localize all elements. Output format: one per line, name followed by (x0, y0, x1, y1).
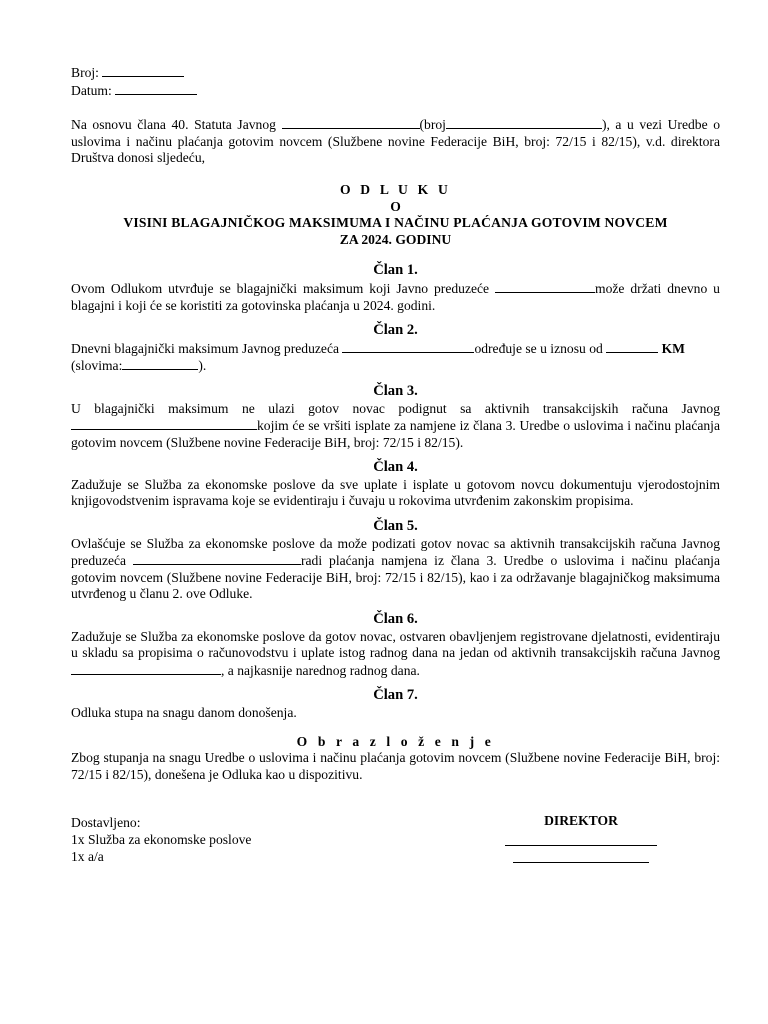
clan6-heading: Član 6. (373, 611, 418, 628)
title-odluku: O D L U K U (339, 181, 452, 197)
clan4-paragraph: Zadužuje se Služba za ekonomske poslove da sve uplate i isplate u gotovom novcu dokumentuju vjerodostojnim knjigovodstvenim ispravama koje se evidentiraju i čuvaju u rokovima utvrđenim zakonskim propisima. (71, 476, 720, 509)
clan1-blank (495, 280, 595, 293)
title-o: O (390, 198, 401, 214)
clan2-text-2: određuje se u iznosu od (474, 340, 603, 356)
obrazlozenje-heading: O b r a z l o ž e n j e (296, 733, 495, 749)
clan6-paragraph (71, 629, 720, 680)
clan2-heading: Član 2. (373, 322, 418, 339)
broj-line (71, 64, 720, 82)
clan5-heading: Član 5. (373, 518, 418, 535)
intro-text-3: ), a u vezi Uredbe o uslovima i načinu plaćanja gotovim novcem (Službene novine Federacije BiH, broj: 72/15 i 82/15), v.d. direktora Društva donosi sljedeću, (71, 117, 720, 166)
title-main: VISINI BLAGAJNIČKOG MAKSIMUMA I NAČINU PLAĆANJA GOTOVIM NOVCEM (123, 215, 668, 231)
clan2-paragraph (71, 340, 720, 375)
intro-blank-1 (282, 116, 420, 129)
intro-text-1: Na osnovu člana 40. Statuta Javnog (71, 117, 276, 133)
document-content (71, 64, 720, 875)
clan6-blank (71, 662, 221, 675)
datum-label: Datum: (71, 82, 112, 98)
clan2-text-1: Dnevni blagajnički maksimum Javnog preduzeća (71, 340, 340, 356)
title-year: ZA 2024. GODINU (339, 231, 452, 247)
intro-blank-2 (446, 116, 602, 129)
clan1-text-2: može držati dnevno u blagajni i koji će se koristiti za gotovinska plaćanja u 2024. godini. (71, 280, 720, 313)
clan1-heading: Član 1. (373, 262, 418, 279)
datum-blank (115, 82, 197, 95)
distribution-list (71, 815, 251, 865)
signature-line-1 (505, 830, 657, 846)
clan2-blank-1 (342, 340, 474, 353)
obrazlozenje-paragraph: Zbog stupanja na snagu Uredbe o uslovima i načinu plaćanja gotovim novcem (Službene novine Federacije BiH, broj: 72/15 i 82/15), donešena je Odluka kao u dispozitivu. (71, 750, 720, 782)
clan2-text-4: ). (198, 358, 207, 374)
clan5-paragraph (71, 536, 720, 603)
clan2-blank-2 (606, 340, 658, 353)
signature-block (501, 813, 661, 863)
datum-line (71, 82, 720, 100)
clan3-paragraph (71, 401, 720, 452)
clan1-text-1: Ovom Odlukom utvrđuje se blagajnički maksimum koji Javno preduzeće (71, 280, 490, 296)
clan6-text-1: Zadužuje se Služba za ekonomske poslove da gotov novac, ostvaren obavljenjem registrovane djelatnosti, evidentiraju u skladu sa propisima o računovodstvu i uplate istog radnog dana na jedan od aktivnih transakcijskih računa Javnog (71, 628, 720, 661)
clan2-text-3: (slovima: (71, 358, 123, 374)
dostavljeno-label: Dostavljeno: (71, 815, 141, 831)
intro-text-2: (broj (419, 117, 446, 133)
broj-blank (102, 64, 184, 77)
footer-block (71, 815, 720, 875)
distribution-item-2: 1x a/a (71, 848, 104, 864)
broj-label: Broj: (71, 65, 99, 80)
clan5-text-2: radi plaćanja namjena iz člana 3. Uredbe o uslovima i načinu plaćanja gotovim novcem (Službene novine Federacije BiH, broj: 72/15 i 82/15), kao i za održavanje blagajničkog maksimuma utvrđenog u članu 2. ove Odluke. (71, 553, 720, 602)
clan2-blank-3 (122, 357, 198, 370)
header-block (71, 64, 720, 99)
clan3-blank (71, 417, 257, 430)
clan5-text-1: Ovlašćuje se Služba za ekonomske poslove da može podizati gotov novac sa aktivnih transakcijskih računa Javnog preduzeća (71, 535, 720, 569)
clan5-blank (133, 552, 301, 565)
clan4-heading: Član 4. (373, 459, 418, 476)
signature-line-2 (513, 846, 649, 863)
clan2-km: KM (661, 340, 686, 356)
clan7-paragraph: Odluka stupa na snagu danom donošenja. (71, 705, 297, 720)
clan7-heading: Član 7. (373, 687, 418, 704)
intro-paragraph (71, 116, 720, 167)
clan3-heading: Član 3. (373, 382, 418, 399)
clan6-text-2: , a najkasnije narednog radnog dana. (221, 662, 420, 678)
document-title (71, 182, 720, 248)
clan3-text-1: U blagajnički maksimum ne ulazi gotov novac podignut sa aktivnih transakcijskih računa Javnog (71, 400, 720, 416)
clan3-text-2: kojim će se vršiti isplate za namjene iz člana 3. Uredbe o uslovima i načinu plaćanja gotovim novcem (Službene novine Federacije BiH, broj: 72/15 i 82/15). (71, 418, 720, 450)
clan1-paragraph (71, 280, 720, 314)
distribution-item-1: 1x Služba za ekonomske poslove (71, 831, 252, 847)
director-label: DIREKTOR (544, 813, 618, 829)
